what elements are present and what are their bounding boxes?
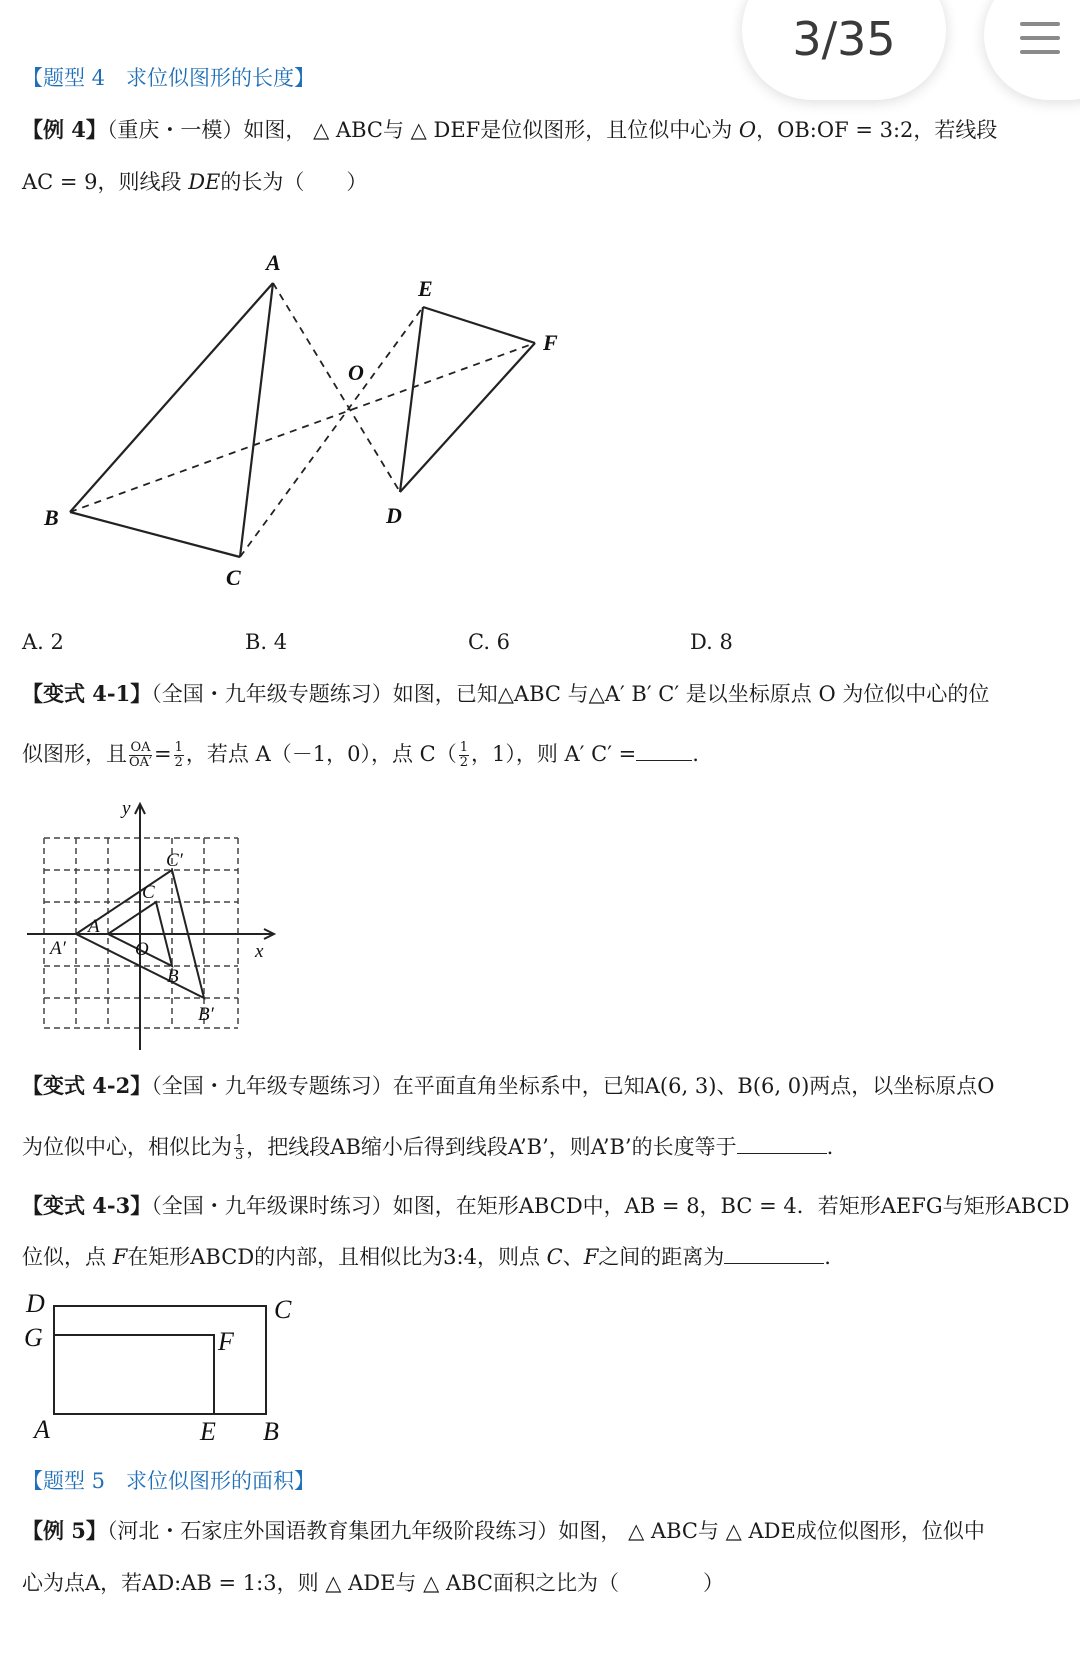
variant-4-1-tag: 【变式 4-1】 (22, 681, 152, 706)
rect-label-a: A (34, 1415, 50, 1444)
point-a-label: A (88, 916, 100, 937)
variant-4-3-text-d: 之间的距离为 (598, 1245, 725, 1269)
option-c: C. 6 (468, 630, 511, 654)
variant-4-3-tag: 【变式 4-3】 (22, 1193, 152, 1218)
label-b: B (44, 505, 59, 530)
variant-4-2-text-b: 为位似中心，相似比为 (22, 1135, 232, 1159)
period: . (692, 742, 699, 766)
variant-4-3-line-1 (22, 1192, 1070, 1220)
fraction-one-third: $\frac{1}{3}$ (235, 1133, 244, 1163)
segment-de: DE (188, 170, 221, 194)
variant-4-1-text-c: ，若点 A（－1，0），点 C（ (185, 742, 457, 766)
variant-4-1-line-1 (22, 680, 989, 708)
example-5-line-1 (22, 1517, 985, 1545)
point-b-prime-label: B′ (198, 1004, 214, 1025)
figure-rectangles (20, 1290, 310, 1448)
answer-blank-4-3[interactable] (724, 1243, 824, 1264)
option-d: D. 8 (690, 630, 733, 654)
point-f-2: F (583, 1245, 599, 1269)
label-c: C (226, 565, 241, 590)
section-4-title: 【题型 4 求位似图形的长度】 (22, 66, 316, 90)
fraction-half: $\frac{1}{2}$ (174, 740, 183, 770)
variant-4-1-line-2 (22, 740, 699, 770)
example-4-text-a: （重庆・一模）如图， △ ABC与 △ DEF是位似图形，且位似中心为 (106, 118, 733, 142)
variant-4-1-text-d: ，1），则 A′ C′ = (470, 742, 637, 766)
period: . (824, 1245, 831, 1269)
answer-blank-4-2[interactable] (737, 1133, 827, 1154)
variant-4-3-text-c: 在矩形ABCD的内部，且相似比为3:4，则点 (127, 1245, 547, 1269)
label-d: D (386, 503, 402, 528)
label-o: O (348, 360, 364, 385)
example-5-line-2: 心为点A，若AD:AB = 1:3，则 △ ADE与 △ ABC面积之比为（ ） (22, 1571, 724, 1595)
option-a: A. 2 (22, 630, 64, 654)
example-4-text-c: AC = 9，则线段 (22, 170, 189, 194)
variant-4-3-text-a: （全国・九年级课时练习）如图，在矩形ABCD中，AB = 8，BC = 4．若矩形AEFG与矩形ABCD (151, 1194, 1070, 1218)
axis-y-label: y (122, 798, 131, 819)
example-4-tag: 【例 4】 (22, 117, 107, 142)
figure-abc-def (30, 240, 590, 590)
rect-label-e: E (200, 1417, 216, 1446)
rect-label-b: B (263, 1417, 279, 1446)
example-4-text-d: 的长为（ ） (220, 170, 368, 194)
example-4-text-b: ，OB:OF = 3:2，若线段 (756, 118, 998, 142)
fraction-oa: $\frac{OA}{OA'}$ (129, 740, 152, 770)
point-a-prime-label: A′ (50, 938, 66, 959)
section-5-title: 【题型 5 求位似图形的面积】 (22, 1469, 316, 1493)
page-indicator-text: 3/35 (792, 12, 896, 66)
variant-4-1-text-b: 似图形，且 (22, 742, 127, 766)
option-b: B. 4 (245, 630, 288, 654)
rect-label-f: F (218, 1327, 234, 1356)
point-c-label: C (142, 882, 155, 903)
rect-label-d: D (26, 1290, 45, 1318)
origin-label: O (135, 939, 149, 960)
point-f: F (112, 1245, 128, 1269)
example-5-tag: 【例 5】 (22, 1518, 107, 1543)
fraction-c-x: $\frac{1}{2}$ (459, 740, 468, 770)
rect-label-g: G (24, 1323, 43, 1352)
example-5-text-a: （河北・石家庄外国语教育集团九年级阶段练习）如图， △ ABC与 △ ADE成位似图形，位似中 (106, 1519, 985, 1543)
variant-4-3-line-2 (22, 1243, 831, 1271)
rect-label-c: C (274, 1295, 292, 1324)
point-c-prime-label: C′ (166, 850, 183, 871)
axis-x-label: x (255, 941, 264, 962)
variant-4-1-text-a: （全国・九年级专题练习）如图，已知△ABC 与△A′ B′ C′ 是以坐标原点 O 为位似中心的位 (151, 682, 990, 706)
variant-4-2-line-2 (22, 1133, 833, 1163)
label-e: E (418, 276, 433, 301)
point-c: C (546, 1245, 563, 1269)
equals-sign: = (154, 742, 172, 766)
hamburger-menu-icon[interactable] (984, 0, 1080, 100)
period: . (826, 1135, 834, 1159)
separator: 、 (562, 1245, 584, 1269)
label-f: F (543, 330, 558, 355)
label-a: A (266, 250, 281, 275)
center-o: O (738, 118, 757, 142)
variant-4-3-text-b: 位似，点 (22, 1245, 113, 1269)
page-indicator[interactable] (742, 0, 946, 100)
variant-4-2-text-a: （全国・九年级专题练习）在平面直角坐标系中，已知A(6, 3)、B(6, 0)两点，以坐标原点O (151, 1074, 995, 1098)
variant-4-2-text-c: ，把线段AB缩小后得到线段A’B’，则A’B’的长度等于 (246, 1135, 737, 1159)
example-4-line-2 (22, 168, 367, 196)
point-b-label: B (167, 966, 179, 987)
answer-blank-4-1[interactable] (636, 740, 692, 761)
variant-4-2-line-1 (22, 1072, 995, 1100)
variant-4-2-tag: 【变式 4-2】 (22, 1073, 152, 1098)
figure-coordinate-grid (22, 792, 292, 1050)
example-4-line-1 (22, 116, 997, 144)
